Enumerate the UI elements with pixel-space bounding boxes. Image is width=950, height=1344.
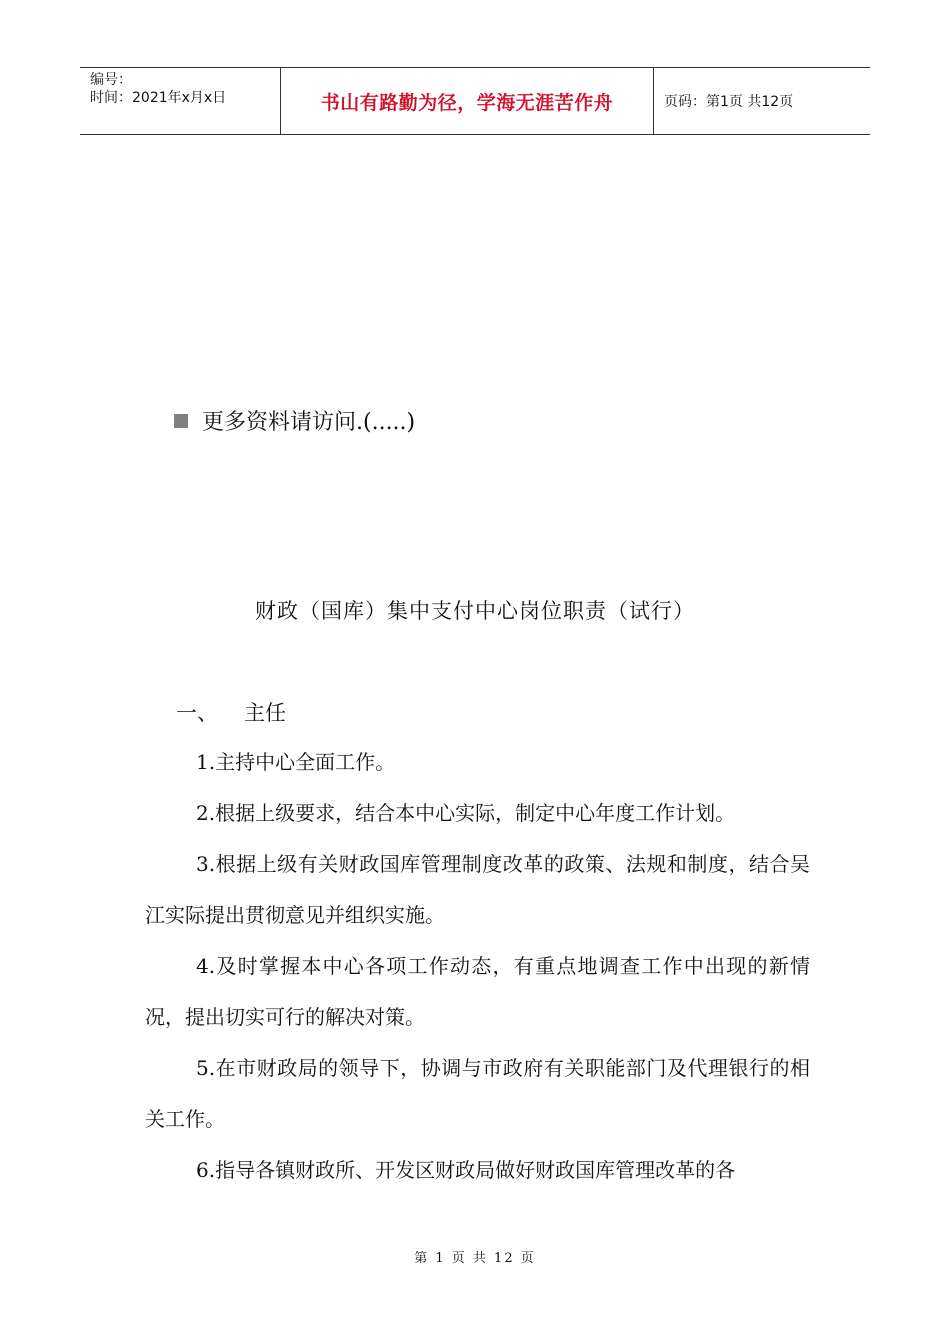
page-header xyxy=(80,67,870,135)
square-bullet-icon xyxy=(174,414,188,428)
header-number-label: 编号： xyxy=(90,72,132,88)
header-motto-cell xyxy=(281,68,654,134)
header-meta-cell xyxy=(80,68,281,134)
header-page-info: 页码：第1页 共12页 xyxy=(664,94,794,110)
more-info-line xyxy=(174,405,415,436)
section-heading xyxy=(176,697,286,727)
document-body xyxy=(145,737,810,1196)
paragraph: 5.在市财政局的领导下，协调与市政府有关职能部门及代理银行的相关工作。 xyxy=(145,1056,810,1131)
page-footer: 第 1 页 共 12 页 xyxy=(414,1251,536,1266)
section-number: 一、 xyxy=(176,701,218,725)
paragraph: 3.根据上级有关财政国库管理制度改革的政策、法规和制度，结合吴江实际提出贯彻意见并组织实施。 xyxy=(145,852,810,927)
header-motto: 书山有路勤为径，学海无涯苦作舟 xyxy=(320,91,614,114)
document-title: 财政（国库）集中支付中心岗位职责（试行） xyxy=(255,599,695,623)
paragraph: 1.主持中心全面工作。 xyxy=(196,750,396,774)
more-info-text: 更多资料请访问.(.....) xyxy=(202,410,416,435)
section-title: 主任 xyxy=(244,701,286,725)
paragraph: 4.及时掌握本中心各项工作动态，有重点地调查工作中出现的新情况，提出切实可行的解决对策。 xyxy=(145,954,810,1029)
header-page-cell xyxy=(654,68,870,134)
paragraph: 2.根据上级要求，结合本中心实际，制定中心年度工作计划。 xyxy=(196,801,736,825)
header-time-label: 时间：2021年x月x日 xyxy=(90,90,227,106)
paragraph: 6.指导各镇财政所、开发区财政局做好财政国库管理改革的各 xyxy=(196,1158,736,1182)
